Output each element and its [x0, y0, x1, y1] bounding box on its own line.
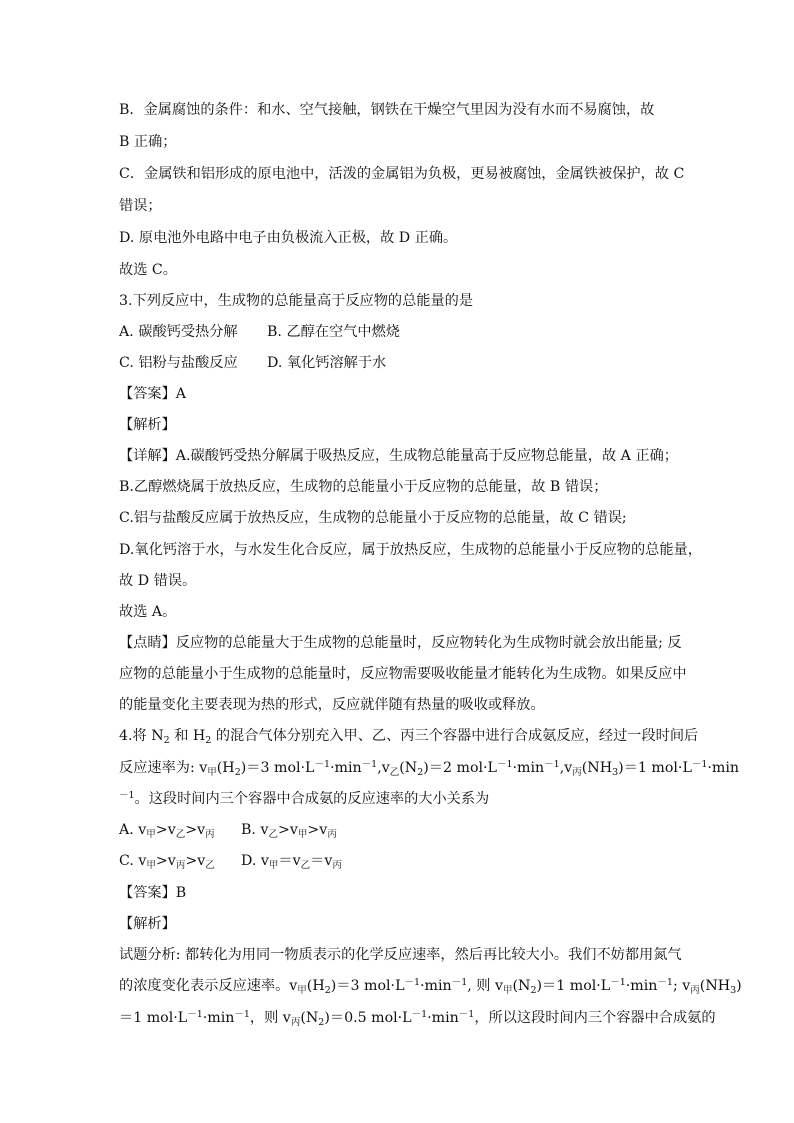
point-line: 的能量变化主要表现为热的形式，反应就伴随有热量的吸收或释放。: [119, 697, 545, 713]
option-c: C. $v_甲>v_丙>v_乙$: [119, 853, 215, 871]
text-line: B 正确；: [119, 134, 177, 150]
question-4-stem-line2: 反应速率为: $v_甲(H_2)=3$ $mol\cdot L^{-1}\cdot\min^{-1},v_乙(N_2)=2$ $mol\cdot L^{-1}\cdot\min^{-1},v_丙(NH_3)=1$ $mol\cdot L^{-1}\cdot\min$: [119, 759, 740, 778]
detail-line: 【详解】A.碳酸钙受热分解属于吸热反应，生成物总能量高于反应物总能量，故 A 正确；: [119, 448, 678, 464]
text-line: B．金属腐蚀的条件：和水、空气接触，钢铁在干燥空气里因为没有水而不易腐蚀，故: [119, 102, 655, 118]
detail-line: 故 D 错误。: [119, 573, 197, 589]
detail-line: B.乙醇燃烧属于放热反应，生成物的总能量小于反应物的总能量，故 B 错误；: [119, 479, 608, 495]
text-line: C．金属铁和铝形成的原电池中，活泼的金属铝为负极，更易被腐蚀，金属铁被保护，故 C: [119, 166, 685, 182]
question-4-options-row2: [119, 851, 342, 871]
question-3-stem: 3.下列反应中，生成物的总能量高于反应物的总能量的是: [119, 293, 474, 309]
detail-line: D.氧化钙溶于水，与水发生化合反应，属于放热反应，生成物的总能量小于反应物的总能量，: [119, 542, 702, 558]
option-d: D. 氧化钙溶解于水: [267, 355, 387, 371]
option-a: A. 碳酸钙受热分解: [119, 324, 238, 340]
question-3-options-row1: [119, 322, 400, 342]
point-line: 【点睛】反应物的总能量大于生成物的总能量时，反应物转化为生成物时就会放出能量; 反: [119, 635, 682, 651]
select-line: 故选 A。: [119, 604, 177, 620]
question-4-stem-line3: $^{-1}$。这段时间内三个容器中合成氨的反应速率的大小关系为: [119, 790, 490, 807]
answer-label: 【答案】A: [119, 386, 186, 402]
question-4-options-row1: [119, 820, 337, 840]
option-a: A. $v_甲>v_乙>v_丙$: [119, 822, 215, 840]
option-b: B. $v_乙>v_甲>v_丙$: [241, 822, 337, 840]
option-c: C. 铝粉与盐酸反应: [119, 355, 238, 371]
text-line: D. 原电池外电路中电子由负极流入正极，故 D 正确。: [119, 230, 458, 246]
point-line: 应物的总能量小于生成物的总能量时，反应物需要吸收能量才能转化为生成物。如果反应中: [119, 666, 687, 682]
detail-line: C.铝与盐酸反应属于放热反应，生成物的总能量小于反应物的总能量，故 C 错误;: [119, 510, 627, 526]
option-b: B. 乙醇在空气中燃烧: [267, 324, 400, 340]
analysis-label: 【解析】: [119, 916, 176, 932]
text-line: 故选 C。: [119, 262, 177, 278]
question-4-stem-line1: 4.将 $N_2$ 和 $H_2$ 的混合气体分别充入甲、乙、丙三个容器中进行合成氨反应，经过一段时间后: [119, 728, 699, 746]
question-3-options-row2: [119, 353, 386, 373]
analysis-label: 【解析】: [119, 417, 176, 433]
answer-label: 【答案】B: [119, 885, 187, 901]
analysis-text-line1: 试题分析: 都转化为用同一物质表示的化学反应速率，然后再比较大小。我们不妨都用氮气: [119, 947, 682, 963]
analysis-text-line2: 的浓度变化表示反应速率。$v_甲(H_2)=3$ $mol\cdot L^{-1}\cdot\min^{-1}$, 则 $v_甲(N_2)=1$ $mol\cdot L^{-1}\cdot\min^{-1}$; $v_丙(NH_3)$: [119, 977, 742, 996]
analysis-text-line3: ＝1 $mol\cdot L^{-1}\cdot\min^{-1}$，则 $v_丙(N_2)=0.5$ $mol\cdot L^{-1}\cdot\min^{-1}$，所以这段时间内三个容器中合成氨的: [119, 1009, 716, 1028]
text-line: 错误；: [119, 198, 162, 214]
option-d: D. $v_甲=v_乙=v_丙$: [241, 853, 342, 871]
